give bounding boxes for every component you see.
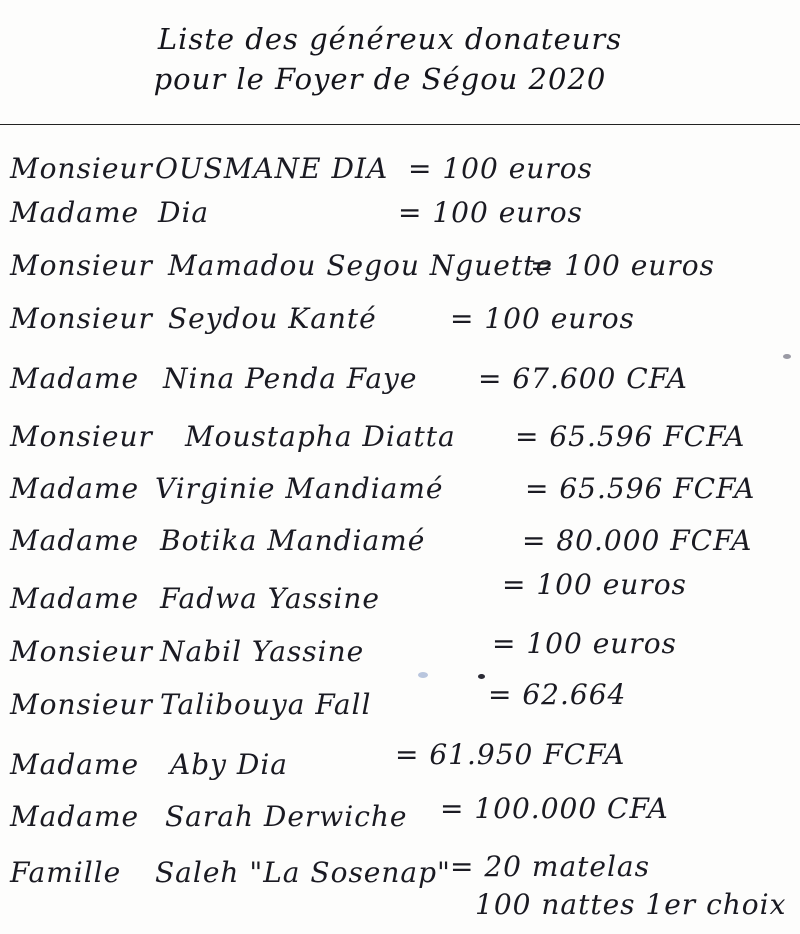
donor-title: Madame: [10, 472, 140, 505]
document-title-line-1: Liste des généreux donateurs: [157, 22, 623, 56]
donor-title: Madame: [10, 362, 140, 395]
donor-entry: [0, 568, 800, 626]
donor-name: Seydou Kanté: [168, 302, 377, 335]
donor-name: Virginie Mandiamé: [155, 472, 444, 505]
donor-entry: [0, 152, 800, 196]
donor-name: Nabil Yassine: [160, 635, 365, 668]
donor-amount: = 100 euros: [398, 196, 583, 229]
donor-name: Fadwa Yassine: [160, 582, 381, 615]
donor-amount: = 100 euros: [530, 249, 715, 282]
donor-amount: = 80.000 FCFA: [522, 524, 753, 557]
title-divider: [0, 124, 800, 125]
donor-entry: [0, 524, 800, 568]
donor-entry: [0, 792, 800, 844]
donor-entry: [0, 302, 800, 346]
donor-title: Monsieur: [10, 688, 153, 721]
donor-amount: = 100 euros: [502, 568, 687, 601]
donor-entry: [0, 738, 800, 792]
donor-name: OUSMANE DIA: [155, 152, 389, 185]
donor-amount: = 62.664: [488, 678, 627, 711]
ink-speck: [783, 354, 791, 359]
donor-amount: = 61.950 FCFA: [395, 738, 626, 771]
ink-spot: [478, 674, 485, 679]
donor-name: Dia: [158, 196, 210, 229]
donation-note: 100 nattes 1er choix: [475, 888, 787, 921]
donor-title: Monsieur: [10, 420, 153, 453]
donor-entry: [0, 196, 800, 240]
donor-name: Talibouya Fall: [160, 688, 372, 721]
donor-amount: = 20 matelas: [450, 850, 650, 883]
donor-entry: [0, 249, 800, 293]
donor-name: Mamadou Segou Nguette: [168, 249, 553, 282]
donor-amount: = 100 euros: [408, 152, 593, 185]
donor-name: Sarah Derwiche: [165, 800, 408, 833]
donor-entry: [0, 678, 800, 732]
donor-amount: = 65.596 FCFA: [515, 420, 746, 453]
donor-title: Monsieur: [10, 635, 153, 668]
donor-amount: = 100 euros: [450, 302, 635, 335]
donor-title: Madame: [10, 800, 140, 833]
donor-title: Monsieur: [10, 302, 153, 335]
donor-amount: = 65.596 FCFA: [525, 472, 756, 505]
donor-amount: = 67.600 CFA: [478, 362, 688, 395]
donor-name: Aby Dia: [170, 748, 288, 781]
donor-name: Saleh "La Sosenap": [155, 856, 451, 889]
donor-title: Famille: [10, 856, 122, 889]
donor-title: Madame: [10, 524, 140, 557]
donor-title: Madame: [10, 582, 140, 615]
donor-entry: [0, 420, 800, 464]
document-title-line-2: pour le Foyer de Ségou 2020: [153, 62, 607, 96]
donor-title: Monsieur: [10, 152, 153, 185]
donor-entry: [0, 362, 800, 406]
donor-entry: [0, 627, 800, 679]
donor-name: Botika Mandiamé: [160, 524, 426, 557]
donor-amount: = 100 euros: [492, 627, 677, 660]
donor-title: Madame: [10, 748, 140, 781]
donor-name: Moustapha Diatta: [185, 420, 456, 453]
donor-amount: = 100.000 CFA: [440, 792, 669, 825]
donor-title: Monsieur: [10, 249, 153, 282]
donor-entry: [0, 472, 800, 516]
donor-title: Madame: [10, 196, 140, 229]
donor-name: Nina Penda Faye: [163, 362, 418, 395]
ink-smudge: [418, 672, 428, 678]
